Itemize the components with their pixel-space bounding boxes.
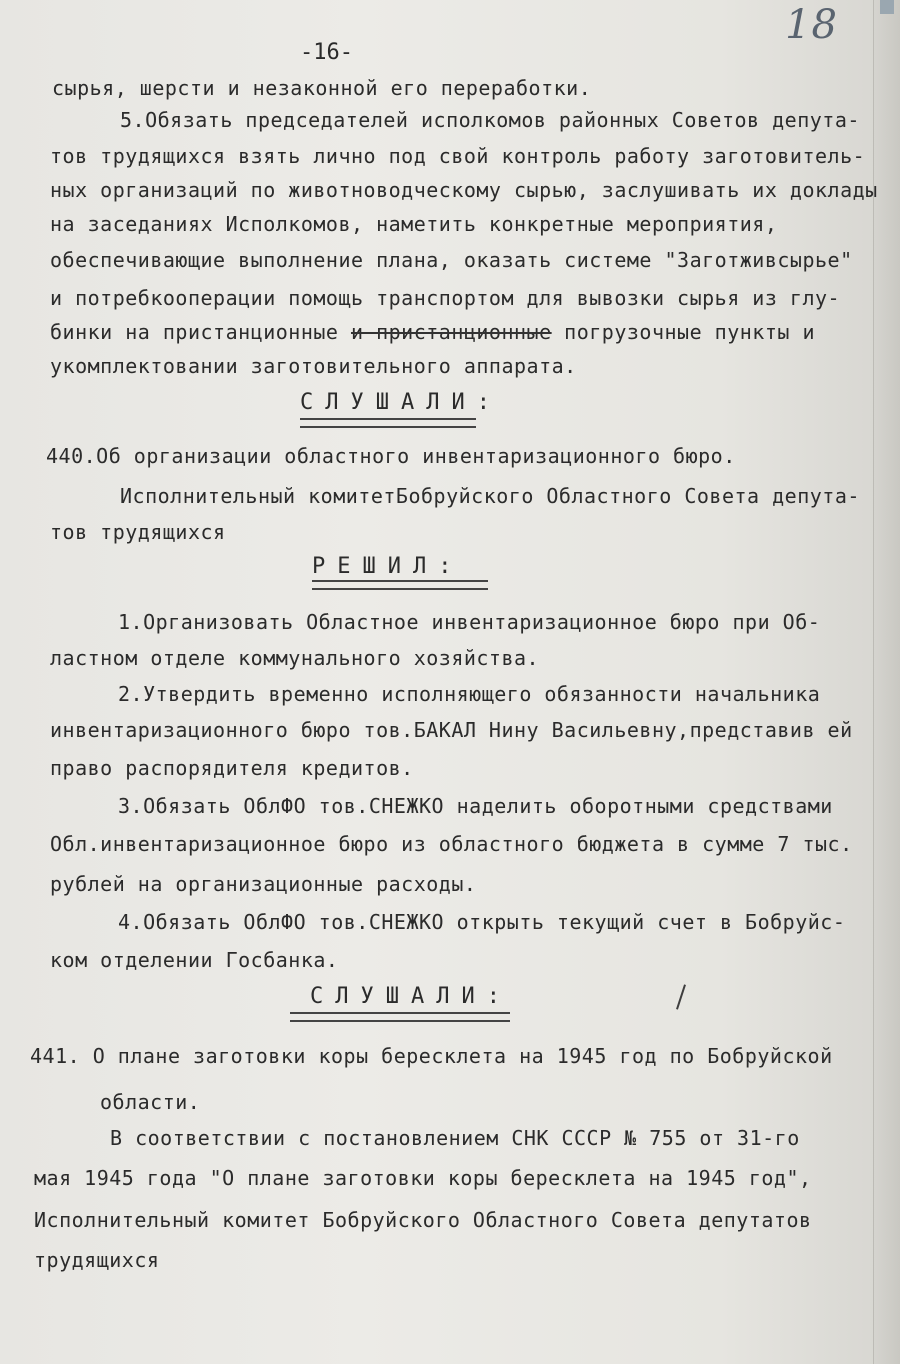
para5-line7 [50,320,815,344]
item441-title-line2: области. [100,1090,201,1114]
decision-3-line2: Обл.инвентаризационное бюро из областного бюджета в сумме 7 тыс. [50,832,853,856]
heard-heading-2: СЛУШАЛИ: [310,984,512,1009]
para5-line1: 5.Обязать председателей исполкомов районных Советов депута- [120,108,860,132]
decision-3-line1: 3.Обязать ОблФО тов.СНЕЖКО наделить оборотными средствами [118,794,833,818]
decision-2-line2: инвентаризационного бюро тов.БАКАЛ Нину Васильевну,представив ей [50,718,853,742]
pencil-tick-mark [676,984,686,1009]
tab-marker [880,0,894,14]
page-edge [873,0,900,1364]
item440-intro-line1: Исполнительный комитетБобруйского Областного Совета депута- [120,484,860,508]
decided-heading: РЕШИЛ: [312,554,464,579]
para5-line0: сырья, шерсти и незаконной его переработки. [52,76,592,100]
para5-line7-start: бинки на пристанционные [50,320,351,344]
item440-intro-line2: тов трудящихся [50,520,226,544]
struck-text: и пристанционные [350,320,552,344]
para5-line6: и потребкооперации помощь транспортом для вывозки сырья из глу- [50,286,841,310]
item441-body-line2: мая 1945 года "О плане заготовки коры бересклета на 1945 год", [34,1166,812,1190]
decision-4-line2: ком отделении Госбанка. [50,948,339,972]
decision-2-line3: право распорядителя кредитов. [50,756,414,780]
para5-line5: обеспечивающие выполнение плана, оказать системе "Заготживсырье" [50,248,853,272]
para5-line4: на заседаниях Исполкомов, наметить конкретные мероприятия, [50,212,778,236]
heading-underline-2 [290,1012,510,1022]
page-number: -16- [300,40,353,65]
decision-2-line1: 2.Утвердить временно исполняющего обязанности начальника [118,682,821,706]
decision-4-line1: 4.Обязать ОблФО тов.СНЕЖКО открыть текущий счет в Бобруйс- [118,910,846,934]
decision-1-line1: 1.Организовать Областное инвентаризационное бюро при Об- [118,610,821,634]
para5-line7-end: погрузочные пункты и [551,320,816,344]
decision-3-line3: рублей на организационные расходы. [50,872,477,896]
item441-body-line4: трудящихся [34,1248,160,1272]
heading-underline-1 [300,418,476,428]
para5-line2: тов трудящихся взять лично под свой контроль работу заготовитель- [50,144,866,168]
para5-line3: ных организаций по животноводческому сырью, заслушивать их доклады [50,178,878,202]
item440-title: 440.Об организации областного инвентаризационного бюро. [46,444,736,468]
item441-body-line3: Исполнительный комитет Бобруйского Областного Совета депутатов [34,1208,812,1232]
item441-title-line1: 441. О плане заготовки коры бересклета на 1945 год по Бобруйской [30,1044,833,1068]
para5-line8: укомплектовании заготовительного аппарата. [50,354,577,378]
folio-number: 18 [785,2,838,48]
decided-underline [312,580,488,590]
item441-body-line1: В соответствии с постановлением СНК СССР № 755 от 31-го [110,1126,800,1150]
heard-heading-1: СЛУШАЛИ: [300,390,502,415]
decision-1-line2: ластном отделе коммунального хозяйства. [50,646,540,670]
